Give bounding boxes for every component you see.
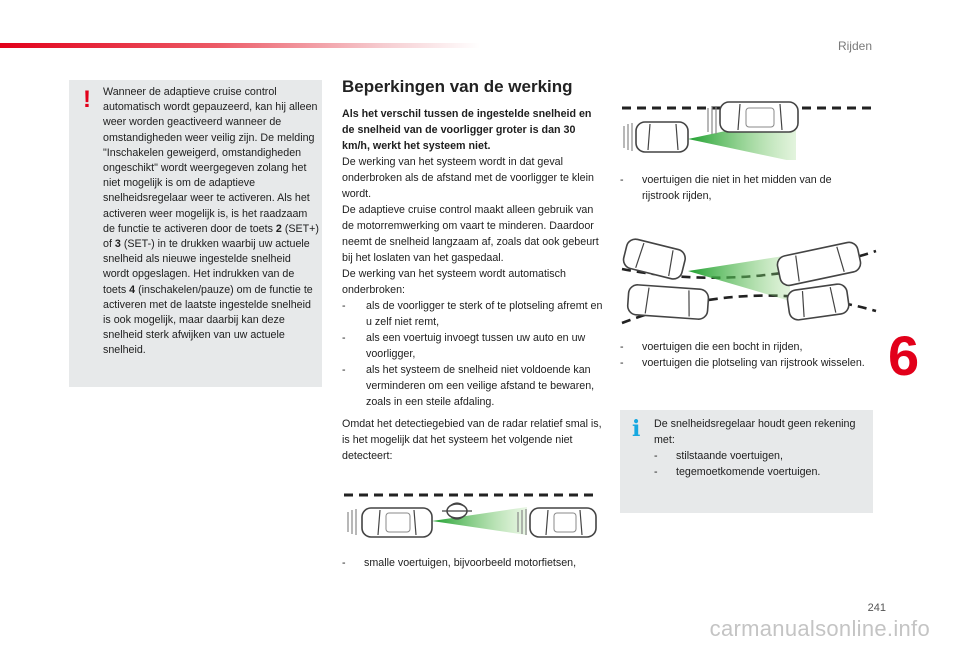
watermark: carmanualsonline.info	[709, 616, 930, 641]
info-box	[620, 410, 873, 513]
caption-off-center	[620, 172, 870, 204]
list-item: - voertuigen die niet in het midden van de rijstrook rijden,	[620, 172, 870, 204]
paragraph: De werking van het systeem wordt in dat geval onderbroken als de afstand met de voorligger te klein wordt.	[342, 156, 594, 200]
lead-paragraph: Als het verschil tussen de ingestelde snelheid en de snelheid van de voorligger groter is dan 30 km/h, werkt het systeem niet.	[342, 108, 592, 152]
list-item: - voertuigen die plotseling van rijstrook wisselen.	[620, 355, 870, 371]
exclamation-icon: !	[83, 86, 91, 113]
list-item: - als het systeem de snelheid niet voldoende kan verminderen om een veilige afstand te bewaren, zoals in een steile afdaling.	[342, 362, 604, 410]
off-center-illustration	[620, 98, 878, 160]
page-number: 241	[867, 602, 886, 614]
list-item: - als een voertuig invoegt tussen uw auto en uw voorligger,	[342, 330, 604, 362]
paragraph: De werking van het systeem wordt automatisch onderbroken:	[342, 268, 566, 296]
interruption-list	[342, 298, 604, 410]
list-item: - stilstaande voertuigen,	[654, 448, 866, 464]
section-title: Rijden	[837, 39, 872, 53]
curve-lane-change-illustration	[618, 233, 880, 331]
header-accent-bar	[0, 43, 480, 48]
paragraph: Omdat het detectiegebied van de radar relatief smal is, is het mogelijk dat het systeem het volgende niet detecteert:	[342, 418, 602, 462]
caption-curve-lane-change	[620, 339, 870, 371]
list-item: - als de voorligger te sterk of te plotseling afremt en u zelf niet remt,	[342, 298, 604, 330]
list-item: - smalle voertuigen, bijvoorbeeld motorfietsen,	[342, 555, 604, 571]
warning-box	[69, 80, 322, 387]
caption-motorcycle	[342, 555, 604, 571]
info-text: De snelheidsregelaar houdt geen rekening met: - stilstaande voertuigen, - tegemoetkomende voertuigen.	[654, 416, 866, 480]
chapter-number: 6	[888, 324, 920, 387]
info-icon: i	[632, 416, 641, 442]
warning-text: Wanneer de adaptieve cruise control automatisch wordt gepauzeerd, kan hij alleen weer worden geactiveerd wanneer de omstandigheden weer veilig zijn. De melding "Inschakelen geweigerd, omstandigheden ongeschikt" wordt weergegeven zolang het niet mogelijk is om de adaptieve snelheidsregelaar weer te activeren. Als het activeren weer mogelijk is, is het raadzaam de functie te activeren door de toets 2 (SET+) of 3 (SET-) in te drukken waarbij uw actuele snelheid als nieuwe ingestelde snelheid wordt opgeslagen. Het indrukken van de toets 4 (inschakelen/pauze) om de functie te activeren met de laatste ingestelde snelheid is ook mogelijk, maar daarbij kan deze snelheid sterk afwijken van uw actuele snelheid.	[103, 86, 319, 357]
list-item: - voertuigen die een bocht in rijden,	[620, 339, 870, 355]
motorcycle-illustration	[342, 485, 600, 545]
page-heading: Beperkingen van de werking	[342, 77, 573, 96]
list-item: - tegemoetkomende voertuigen.	[654, 464, 866, 480]
main-column	[342, 76, 604, 464]
paragraph: De adaptieve cruise control maakt alleen gebruik van de motorremwerking om vaart te minderen. Daardoor neemt de snelheid langzaam af, zoals dat ook gebeurt bij het loslaten van het gaspedaal.	[342, 204, 599, 264]
